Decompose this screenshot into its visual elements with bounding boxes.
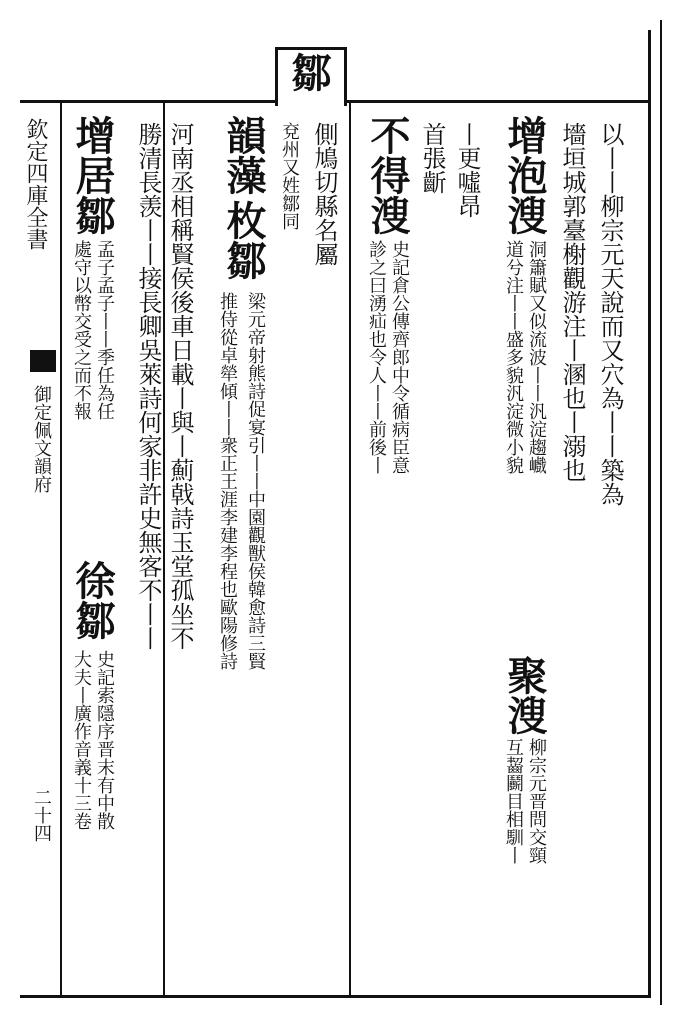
frame-right-border	[648, 30, 651, 998]
frame-bottom-rule	[20, 995, 651, 998]
annotation-left: 處守以幣交受之而不報	[71, 240, 92, 420]
section-heading: 韻藻	[220, 115, 267, 195]
frame-right-border-outer	[660, 20, 662, 1005]
text-column-7: 側鳩切縣名屬	[310, 122, 338, 266]
page-number: 二十四	[31, 788, 52, 842]
edge-black-block	[30, 350, 56, 372]
headword-5: 增居鄒	[69, 115, 116, 235]
headword-4: 枚鄒	[220, 200, 267, 280]
headword-6: 徐鄒	[69, 560, 116, 640]
text-column-8: 兗州又姓鄒同	[279, 122, 300, 230]
annotation-left: 道兮注丨丨盛多貌汎淀微小貌	[503, 240, 524, 474]
headword-3: 不得溲	[364, 115, 411, 235]
frame-top-rule-left	[20, 100, 275, 103]
edge-title: 欽定四庫全書	[23, 118, 48, 250]
column-divider	[349, 103, 351, 995]
annotation-left: 大夫丨廣作音義十三卷	[71, 650, 92, 830]
text-column-2: 墻垣城郭臺榭觀游注丨溷也丨溺也	[558, 122, 586, 482]
text-column-1: 以丨丨柳宗元天說而又穴為丨丨築為	[596, 122, 624, 506]
frame-left-border	[60, 100, 62, 998]
annotation-right: 史記索隱序晋末有中散	[94, 650, 115, 830]
headword-1: 增泡溲	[501, 115, 548, 235]
text-column-4: 丨更噓昂	[453, 122, 481, 218]
annotation-right: 孟子孟子丨丨季任為任	[94, 240, 115, 420]
text-column-12: 勝清長羡丨丨接長卿吳萊詩何家非許史無客不丨丨	[134, 122, 162, 650]
text-column-11: 河南丞相稱賢侯後車日載丨與丨薊戟詩玉堂孤坐不	[166, 122, 194, 650]
annotation-right: 史記倉公傳齊郎中令循病臣意	[389, 240, 410, 474]
annotation-right: 柳宗元晋問交頸	[526, 738, 547, 864]
annotation-left: 推侍從卓犖傾丨丨衆正王涯李建李程也歐陽修詩	[217, 292, 238, 670]
frame-top-rule-right	[341, 100, 651, 103]
column-divider	[163, 103, 165, 995]
header-character: 鄒	[285, 52, 332, 92]
headword-2: 聚溲	[501, 655, 548, 735]
annotation-right: 洞簫賦又似流波丨丨汎淀趨巇	[526, 240, 547, 474]
text-column-5: 首張齗	[418, 122, 446, 194]
edge-book-title: 御定佩文韻府	[31, 385, 52, 493]
annotation-left: 診之曰湧疝也令人丨丨前後丨	[366, 240, 387, 474]
annotation-left: 互齧鬬目相馴丨	[503, 738, 524, 864]
annotation-right: 梁元帝射熊詩促宴引丨丨中園觀獸侯韓愈詩三賢	[245, 292, 266, 670]
